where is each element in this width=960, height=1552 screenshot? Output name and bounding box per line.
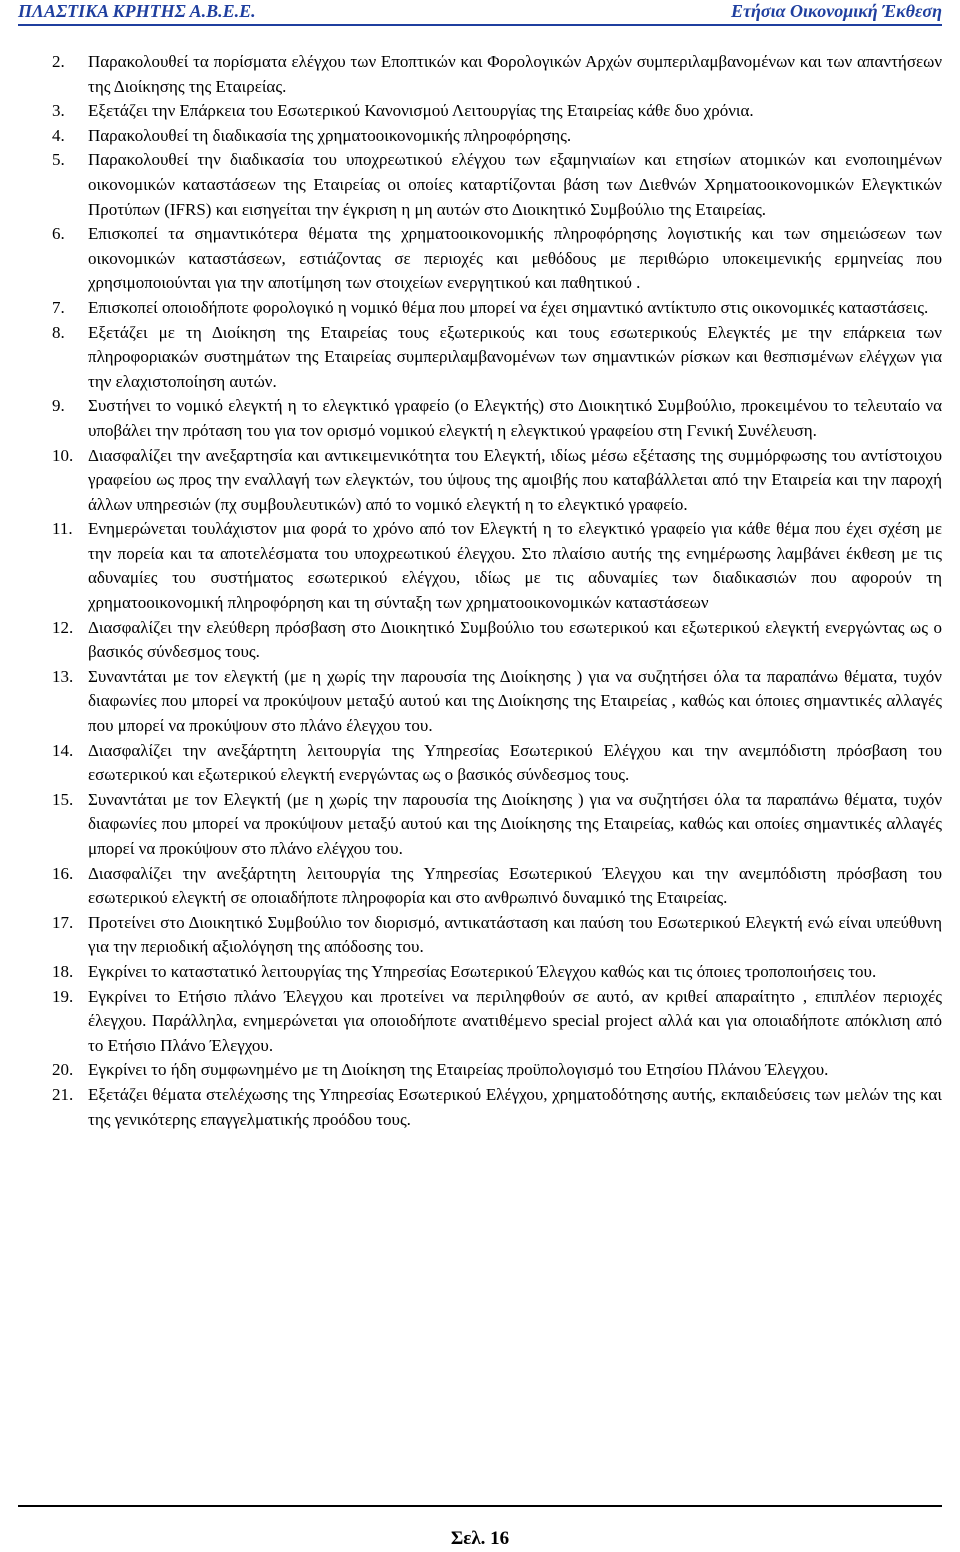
item-number: 20.: [52, 1060, 74, 1080]
responsibilities-list: [52, 50, 942, 1132]
list-item: [52, 321, 942, 395]
item-text: Ενημερώνεται τουλάχιστον μια φορά το χρόνο από τον Ελεγκτή η το ελεγκτικό γραφείο για κάθε θέμα που έχει σχέση με την πορεία και τα αποτελέσματα του υποχρεωτικού έλεγχου. Στο πλαίσιο αυτής της ενημέρωσης λαμβάνει έκθεση με τις αδυναμίες του συστήματος εσωτερικού ελέγχου, ιδίως με τις αδυναμίες των διαδικασιών που αφορούν τη χρηματοοικονομική πληροφόρηση και τη σύνταξη των χρηματοοικονομικών καταστάσεων: [88, 519, 942, 613]
item-text: Επισκοπεί τα σημαντικότερα θέματα της χρηματοοικονομικής πληροφόρησης λογιστικής και των σημειώσεων των οικονομικών καταστάσεων, εστιάζοντας σε περιοχές και μεθόδους με περιθώριο υποκειμενικής ερμηνείας που χρησιμοποιούνται για την αποτίμηση των στοιχείων ενεργητικού και παθητικού .: [88, 224, 942, 293]
item-number: 11.: [52, 519, 73, 539]
list-item: [52, 99, 942, 124]
list-item: [52, 394, 942, 443]
item-text: Συστήνει το νομικό ελεγκτή η το ελεγκτικό γραφείο (ο Ελεγκτής) στο Διοικητικό Συμβούλιο, προκειμένου το τελευταίο να υποβάλει την πρόταση του για τον ορισμό νομικού ελεγκτή η ελεγκτικού γραφείου στη Γενική Συνέλευση.: [88, 396, 942, 440]
item-number: 10.: [52, 445, 74, 465]
item-number: 6.: [52, 224, 65, 244]
list-item: [52, 665, 942, 739]
item-number: 4.: [52, 125, 65, 145]
item-text: Διασφαλίζει την ανεξάρτητη λειτουργία της Υπηρεσίας Εσωτερικού Έλεγχου και την ανεμπόδιστη πρόσβαση του εσωτερικού ελεγκτή σε οποιαδήποτε πληροφορία και στο ανθρωπινό δυναμικό της Εταιρείας.: [88, 863, 942, 908]
page-number: Σελ. 16: [450, 1528, 510, 1549]
item-text: Διασφαλίζει την ανεξάρτητη λειτουργία της Υπηρεσίας Εσωτερικού Ελέγχου και την ανεμπόδιστη πρόσβαση του εσωτερικού και εξωτερικού ελεγκτή ενεργώντας ως ο βασικός σύνδεσμος τους.: [88, 740, 942, 785]
item-text: Εξετάζει θέματα στελέχωσης της Υπηρεσίας Εσωτερικού Ελέγχου, χρηματοδότησης αυτής, εκπαιδεύσεις των μελών της και της γενικότερης επαγγελματικής προόδου τους.: [88, 1084, 942, 1129]
item-number: 14.: [52, 740, 74, 760]
list-item: [52, 739, 942, 788]
item-text: Παρακολουθεί την διαδικασία του υποχρεωτικού ελέγχου των εξαμηνιαίων και ετησίων ατομικών και ενοποιημένων οικονομικών καταστάσεων της Εταιρείας οι οποίες καταρτίζονται βάση των Διεθνών Χρηματοοικονομικών Ελεγκτικών Προτύπων (IFRS) και εισηγείται την έγκριση η μη αυτών στο Διοικητικό Συμβούλιο της Εταιρείας.: [88, 150, 942, 219]
list-item: [52, 911, 942, 960]
item-number: 21.: [52, 1084, 74, 1104]
list-item: [52, 616, 942, 665]
item-text: Διασφαλίζει την ελεύθερη πρόσβαση στο Διοικητικό Συμβούλιο του εσωτερικού και εξωτερικού ελεγκτή ενεργώντας ως ο βασικός σύνδεσμος τους.: [88, 617, 942, 662]
item-number: 15.: [52, 789, 74, 809]
list-item: [52, 1083, 942, 1132]
item-text: Εξετάζει την Επάρκεια του Εσωτερικού Κανονισμού Λειτουργίας της Εταιρείας κάθε δυο χρόνια.: [88, 101, 754, 121]
item-text: Εγκρίνει το Ετήσιο πλάνο Έλεγχου και προτείνει να περιληφθούν σε αυτό, αν κριθεί απαραίτητο , επιπλέον περιοχές έλεγχου. Παράλληλα, ενημερώνεται για οποιοδήποτε ανατιθέμενο special project αλλά και για οποιαδήποτε απόκλιση από το Ετήσιο Πλάνο Έλεγχου.: [88, 986, 942, 1055]
list-item: [52, 296, 942, 321]
company-name: ΠΛΑΣΤΙΚΑ ΚΡΗΤΗΣ Α.Β.Ε.Ε.: [18, 1, 256, 21]
list-item: [52, 517, 942, 615]
item-number: 2.: [52, 52, 65, 71]
list-item: [52, 148, 942, 222]
item-text: Διασφαλίζει την ανεξαρτησία και αντικειμενικότητα του Ελεγκτή, ιδίως μέσω εξέτασης της συμμόρφωσης του αντίστοιχου γραφείου ως προς την εναλλαγή των ελεγκτών, του ύψους της αμοιβής που καταβάλλεται από την Εταιρεία και την παροχή άλλων υπηρεσιών (πχ συμβουλευτικών) από το νομικό ελεγκτή η το ελεγκτικό γραφείο.: [88, 445, 942, 514]
list-item: [52, 222, 942, 296]
item-text: Συναντάται με τον ελεγκτή (με η χωρίς την παρουσία της Διοίκησης ) για να συζητήσει όλα τα παραπάνω θέματα, τυχόν διαφωνίες που μπορεί να προκύψουν μεταξύ αυτού και της Διοίκησης της Εταιρείας , καθώς και όποιες σημαντικές αλλαγές που μπορεί να προκύψουν στο πλάνο έλεγχου του.: [88, 666, 942, 736]
list-item: [52, 985, 942, 1059]
item-number: 16.: [52, 863, 74, 883]
item-text: Προτείνει στο Διοικητικό Συμβούλιο τον διορισμό, αντικατάσταση και παύση του Εσωτερικού Ελεγκτή ενώ είναι υπεύθυνη για την περιοδική αξιολόγηση της απόδοσης του.: [88, 912, 942, 957]
item-text: Συναντάται με τον Ελεγκτή (με η χωρίς την παρουσία της Διοίκησης ) για να συζητήσει όλα τα παραπάνω θέματα, τυχόν διαφωνίες που μπορεί να προκύψουν μεταξύ αυτού και της Διοίκησης της Εταιρείας, καθώς και οποίες σημαντικές αλλαγές μπορεί να προκύψουν στο πλάνο ελέγχου του.: [88, 789, 942, 858]
list-item: [52, 960, 942, 985]
item-text: Εγκρίνει το ήδη συμφωνημένο με τη Διοίκηση της Εταιρείας προϋπολογισμό του Ετησίου Πλάνου Έλεγχου.: [88, 1060, 829, 1080]
header-divider: [18, 24, 942, 26]
list-item: [52, 124, 942, 149]
item-text: Επισκοπεί οποιοδήποτε φορολογικό η νομικό θέμα που μπορεί να έχει σημαντικό αντίκτυπο στις οικονομικές καταστάσεις.: [88, 297, 929, 317]
item-text: Παρακολουθεί τη διαδικασία της χρηματοοικονομικής πληροφόρησης.: [88, 125, 572, 145]
item-number: 5.: [52, 150, 65, 170]
item-number: 12.: [52, 617, 74, 637]
item-number: 13.: [52, 666, 74, 686]
item-number: 19.: [52, 986, 74, 1006]
list-item: [52, 862, 942, 911]
item-text: Εξετάζει με τη Διοίκηση της Εταιρείας τους εξωτερικούς και τους εσωτερικούς Ελεγκτές με την επάρκεια των πληροφοριακών συστημάτων της Εταιρείας συμπεριλαμβανομένων των σημαντικών ρίσκων και θεσπισμένων ελέγχων για την ελαχιστοποίηση αυτών.: [88, 322, 942, 391]
item-number: 17.: [52, 912, 74, 932]
footer-divider: [18, 1505, 942, 1507]
item-number: 3.: [52, 101, 65, 121]
item-number: 8.: [52, 322, 65, 342]
item-text: Εγκρίνει το καταστατικό λειτουργίας της Υπηρεσίας Εσωτερικού Έλεγχου καθώς και τις όποιες τροποποιήσεις του.: [88, 961, 877, 981]
list-item: [52, 50, 942, 99]
list-item: [52, 788, 942, 862]
item-number: 18.: [52, 961, 74, 981]
report-title: Ετήσια Οικονομική Έκθεση: [731, 1, 942, 21]
list-item: [52, 444, 942, 518]
list-item: [52, 1058, 942, 1083]
item-number: 7.: [52, 297, 65, 317]
item-number: 9.: [52, 396, 65, 416]
item-text: Παρακολουθεί τα πορίσματα ελέγχου των Εποπτικών και Φορολογικών Αρχών συμπεριλαμβανομένων και των απαντήσεων της Διοίκησης της Εταιρείας.: [88, 52, 942, 96]
